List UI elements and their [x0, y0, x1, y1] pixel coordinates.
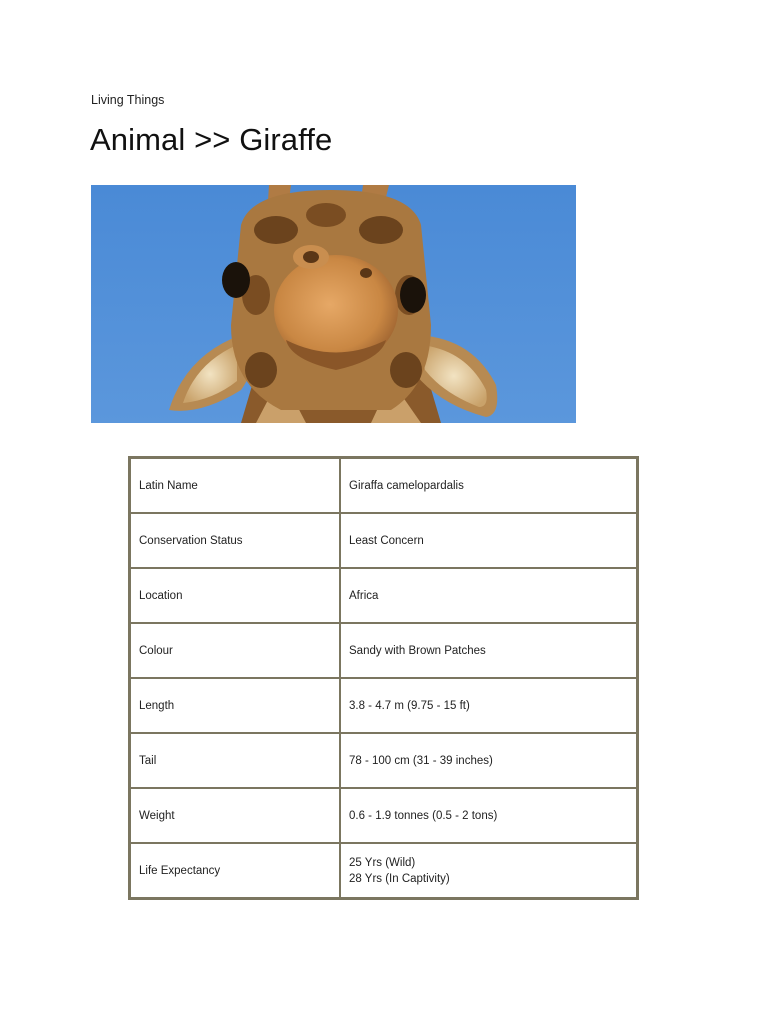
giraffe-facts-table	[128, 456, 639, 900]
giraffe-photo	[91, 185, 576, 423]
fact-value	[340, 843, 637, 898]
conservation-status-value: Least Concern	[340, 513, 637, 568]
fact-label: Length	[130, 678, 340, 733]
fact-label: Weight	[130, 788, 340, 843]
table-row	[130, 513, 637, 568]
fact-value: 78 - 100 cm (31 - 39 inches)	[340, 733, 637, 788]
fact-label: Latin Name	[130, 458, 340, 513]
fact-label: Location	[130, 568, 340, 623]
table-row	[130, 733, 637, 788]
fact-label: Tail	[130, 733, 340, 788]
table-row	[130, 678, 637, 733]
fact-value: Africa	[340, 568, 637, 623]
fact-value: Sandy with Brown Patches	[340, 623, 637, 678]
fact-value: 3.8 - 4.7 m (9.75 - 15 ft)	[340, 678, 637, 733]
table-row	[130, 788, 637, 843]
table-row	[130, 843, 637, 898]
table-row	[130, 458, 637, 513]
life-expectancy-wild: 25 Yrs (Wild)	[349, 856, 416, 869]
fact-value: 0.6 - 1.9 tonnes (0.5 - 2 tons)	[340, 788, 637, 843]
fact-label: Colour	[130, 623, 340, 678]
table-row	[130, 568, 637, 623]
fact-value: Giraffa camelopardalis	[340, 458, 637, 513]
fact-label: Conservation Status	[130, 513, 340, 568]
life-expectancy-captivity: 28 Yrs (In Captivity)	[349, 872, 450, 885]
fact-label: Life Expectancy	[130, 843, 340, 898]
category-label: Living Things	[91, 93, 165, 107]
page-title: Animal >> Giraffe	[90, 122, 333, 157]
table-row	[130, 623, 637, 678]
